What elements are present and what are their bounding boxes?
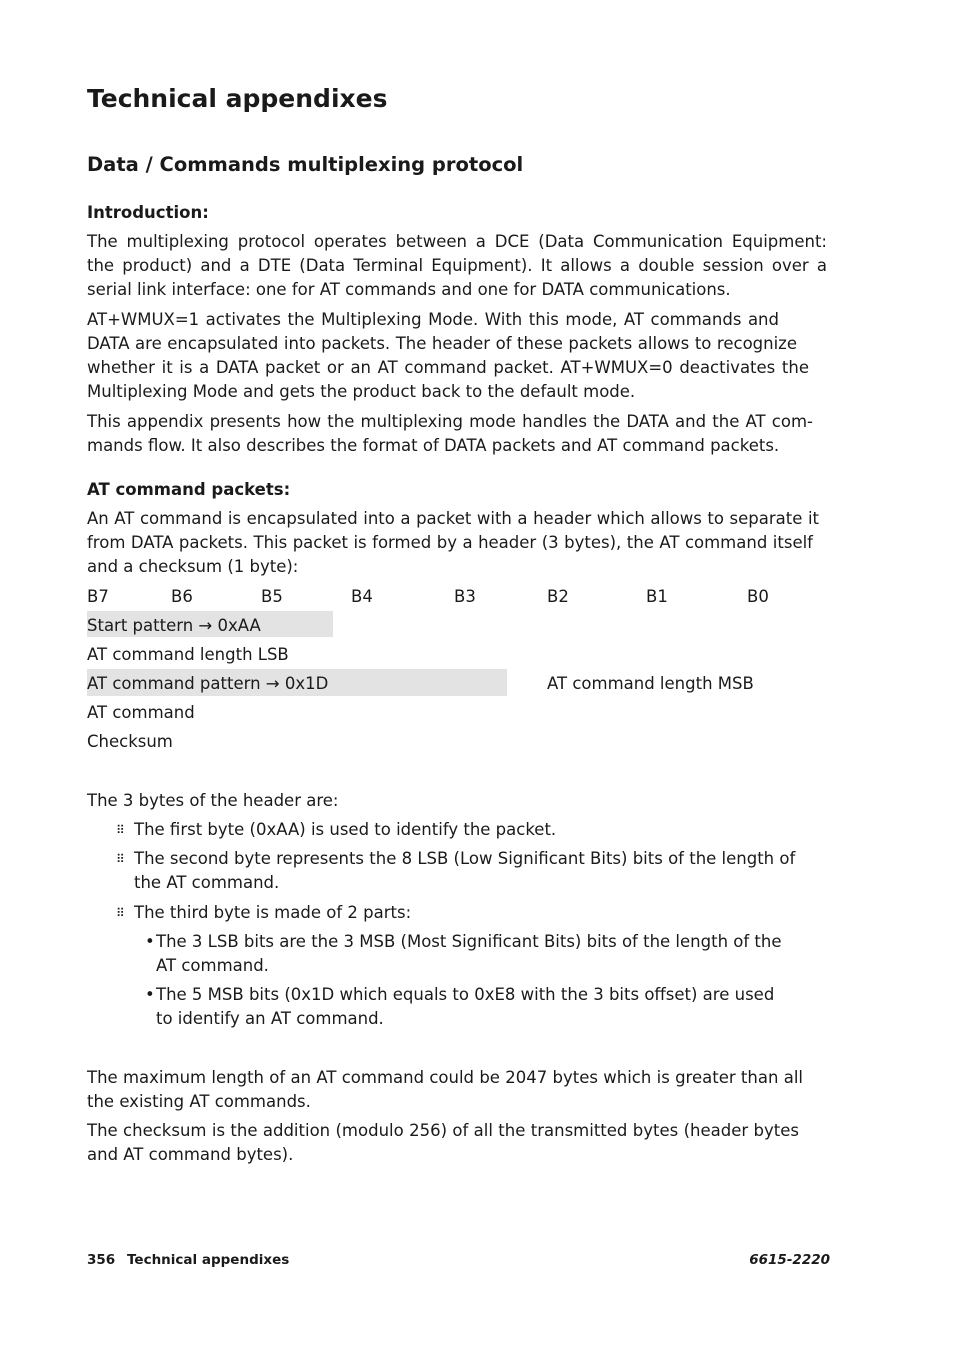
bit-header-b4: B4 (351, 587, 373, 606)
header-intro: The 3 bytes of the header are: (87, 791, 339, 810)
text-line: The maximum length of an AT command could be 2047 bytes which is greater than all (87, 1068, 803, 1087)
intro-paragraph-1 (87, 230, 827, 302)
text-line: This appendix presents how the multiplexing mode handles the DATA and the AT com- (87, 412, 813, 431)
bullet-icon: ⠿ (116, 823, 124, 837)
footer-doc-number: 6615-2220 (749, 1252, 830, 1268)
bullet-icon: ⠿ (116, 852, 124, 866)
bit-header-b5: B5 (261, 587, 283, 606)
text-line: mands flow. It also describes the format of DATA packets and AT command packets. (87, 436, 780, 455)
text-line: the existing AT commands. (87, 1092, 311, 1111)
text-line: from DATA packets. This packet is formed by a header (3 bytes), the AT command itself (87, 533, 813, 552)
checksum-cell: Checksum (87, 732, 173, 751)
text-line: whether it is a DATA packet or an AT command packet. AT+WMUX=0 deactivates the (87, 358, 809, 377)
bit-header-b1: B1 (646, 587, 668, 606)
bit-header-b6: B6 (171, 587, 193, 606)
at-command-cell: AT command (87, 703, 195, 722)
page-title: Technical appendixes (87, 84, 388, 113)
length-lsb-cell: AT command length LSB (87, 645, 289, 664)
text-line: and a checksum (1 byte): (87, 557, 299, 576)
checksum-paragraph (87, 1119, 827, 1167)
footer-section: Technical appendixes (127, 1252, 290, 1268)
bullet-text: The first byte (0xAA) is used to identify the packet. (134, 820, 557, 839)
intro-heading: Introduction: (87, 203, 209, 222)
footer-page-number: 356 (87, 1252, 116, 1268)
text-line: and AT command bytes). (87, 1145, 294, 1164)
text-line: The multiplexing protocol operates between a DCE (Data Communication Equipment: (87, 232, 827, 251)
section-title: Data / Commands multiplexing protocol (87, 153, 524, 176)
bullet-text: The second byte represents the 8 LSB (Low Significant Bits) bits of the length of (134, 849, 796, 868)
sub-bullet-icon: • (145, 985, 155, 1004)
text-line: serial link interface: one for AT commands and one for DATA communications. (87, 280, 731, 299)
bullet-text: the AT command. (134, 873, 280, 892)
at-packets-heading: AT command packets: (87, 480, 291, 499)
sub-bullet-text: The 5 MSB bits (0x1D which equals to 0xE8 with the 3 bits offset) are used (156, 985, 775, 1004)
bullet-icon: ⠿ (116, 906, 124, 920)
at-packets-paragraph (87, 507, 827, 579)
start-pattern-cell: Start pattern → 0xAA (87, 616, 261, 635)
sub-bullet-icon: • (145, 932, 155, 951)
bit-header-b3: B3 (454, 587, 476, 606)
text-line: Multiplexing Mode and gets the product back to the default mode. (87, 382, 636, 401)
text-line: An AT command is encapsulated into a packet with a header which allows to separate it (87, 509, 819, 528)
bit-header-b0: B0 (747, 587, 769, 606)
length-msb-cell: AT command length MSB (547, 674, 754, 693)
sub-bullet-text: to identify an AT command. (156, 1009, 384, 1028)
bit-header-b7: B7 (87, 587, 109, 606)
intro-paragraph-3 (87, 410, 827, 458)
sub-bullet-text: The 3 LSB bits are the 3 MSB (Most Significant Bits) bits of the length of the (156, 932, 782, 951)
bullet-text: The third byte is made of 2 parts: (134, 903, 412, 922)
text-line: AT+WMUX=1 activates the Multiplexing Mode. With this mode, AT commands and (87, 310, 779, 329)
max-length-paragraph (87, 1066, 827, 1114)
text-line: DATA are encapsulated into packets. The header of these packets allows to recognize (87, 334, 797, 353)
sub-bullet-text: AT command. (156, 956, 269, 975)
bit-header-b2: B2 (547, 587, 569, 606)
text-line: The checksum is the addition (modulo 256) of all the transmitted bytes (header bytes (87, 1121, 799, 1140)
intro-paragraph-2 (87, 308, 827, 404)
at-pattern-cell: AT command pattern → 0x1D (87, 674, 329, 693)
text-line: the product) and a DTE (Data Terminal Equipment). It allows a double session over a (87, 256, 827, 275)
